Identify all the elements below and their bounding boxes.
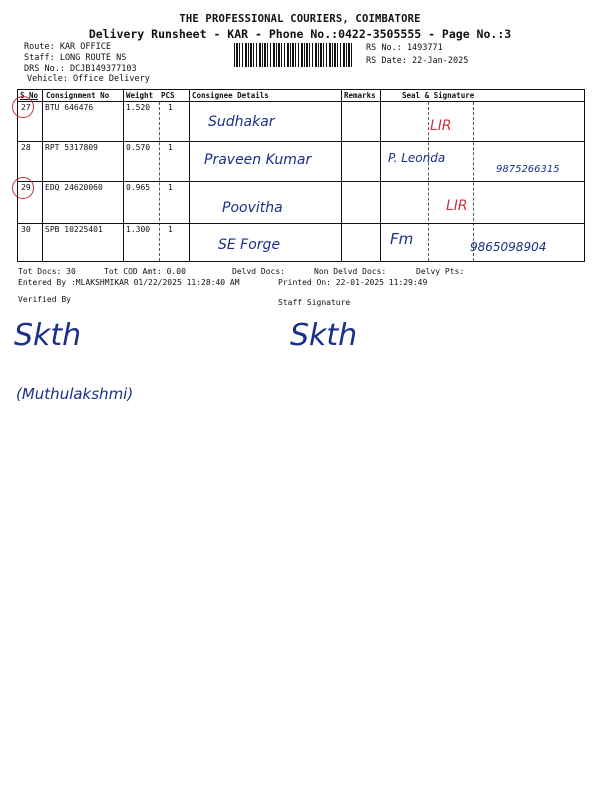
row-seal-handwritten: LIR (430, 118, 452, 134)
row-seal-handwritten: Fm (390, 230, 414, 248)
circle-mark (12, 177, 34, 199)
row-sno: 28 (21, 143, 31, 152)
col-seal: Seal & Signature (402, 91, 475, 100)
company-title: THE PROFESSIONAL COURIERS, COIMBATORE (179, 13, 421, 25)
row-consignee-handwritten: Sudhakar (208, 114, 275, 130)
delivery-table (17, 89, 585, 262)
row-consignment: RPT 5317809 (45, 143, 98, 152)
col-consignee: Consignee Details (192, 91, 269, 100)
rs-date: RS Date: 22-Jan-2025 (366, 56, 469, 66)
verified-by-label: Verified By (18, 295, 71, 304)
row-seal-phone: 9875266315 (496, 164, 560, 175)
tot-cod: Tot COD Amt: 0.00 (104, 267, 186, 276)
row-weight: 1.520 (126, 103, 151, 112)
row-pcs: 1 (168, 225, 173, 234)
row-consignment: EDQ 24620060 (45, 183, 103, 192)
row-pcs: 1 (168, 143, 173, 152)
staff-label: Staff: LONG ROUTE NS (24, 53, 127, 63)
row-consignee-handwritten: Praveen Kumar (204, 152, 312, 168)
printed-on: Printed On: 22-01-2025 11:29:49 (278, 278, 428, 287)
vehicle-label: Vehicle: Office Delivery (27, 74, 150, 84)
circle-mark (12, 96, 34, 118)
row-pcs: 1 (168, 183, 173, 192)
delvd-docs: Delvd Docs: (232, 267, 285, 276)
row-weight: 0.965 (126, 183, 151, 192)
col-pcs: PCS (161, 91, 175, 100)
row-weight: 1.300 (126, 225, 151, 234)
row-weight: 0.570 (126, 143, 151, 152)
verifier-name-handwritten: (Muthulakshmi) (16, 385, 134, 403)
staff-signature-label: Staff Signature (278, 298, 351, 307)
non-delvd-docs: Non Delvd Docs: (314, 267, 387, 276)
row-seal-handwritten: LIR (446, 198, 468, 214)
col-weight: Weight (126, 91, 154, 100)
col-remarks: Remarks (344, 91, 376, 100)
staff-signature: Skth (290, 318, 358, 353)
row-consignment: SPB 10225401 (45, 225, 103, 234)
tot-docs: Tot Docs: 30 (18, 267, 76, 276)
row-consignee-handwritten: Poovitha (222, 200, 283, 216)
barcode (234, 43, 352, 67)
delvy-pts: Delvy Pts: (416, 267, 465, 276)
row-pcs: 1 (168, 103, 173, 112)
row-consignee-handwritten: SE Forge (218, 237, 281, 253)
runsheet-title: Delivery Runsheet - KAR - Phone No.:0422-3505555 - Page No.:3 (88, 27, 512, 41)
col-sno: S No (20, 91, 39, 100)
route-label: Route: KAR OFFICE (24, 42, 111, 52)
row-sno: 29 (21, 183, 31, 192)
drs-number: DRS No.: DCJB149377103 (24, 64, 137, 74)
col-consignment: Consignment No (46, 91, 110, 100)
row-consignment: BTU 646476 (45, 103, 94, 112)
row-seal-phone: 9865098904 (470, 240, 547, 254)
row-sno: 27 (21, 103, 31, 112)
row-sno: 30 (21, 225, 31, 234)
rs-number: RS No.: 1493771 (366, 43, 443, 53)
entered-by: Entered By :MLAKSHMIKAR 01/22/2025 11:28:40 AM (18, 278, 240, 287)
verifier-signature: Skth (14, 318, 82, 353)
row-seal-handwritten: P. Leonda (388, 151, 446, 165)
